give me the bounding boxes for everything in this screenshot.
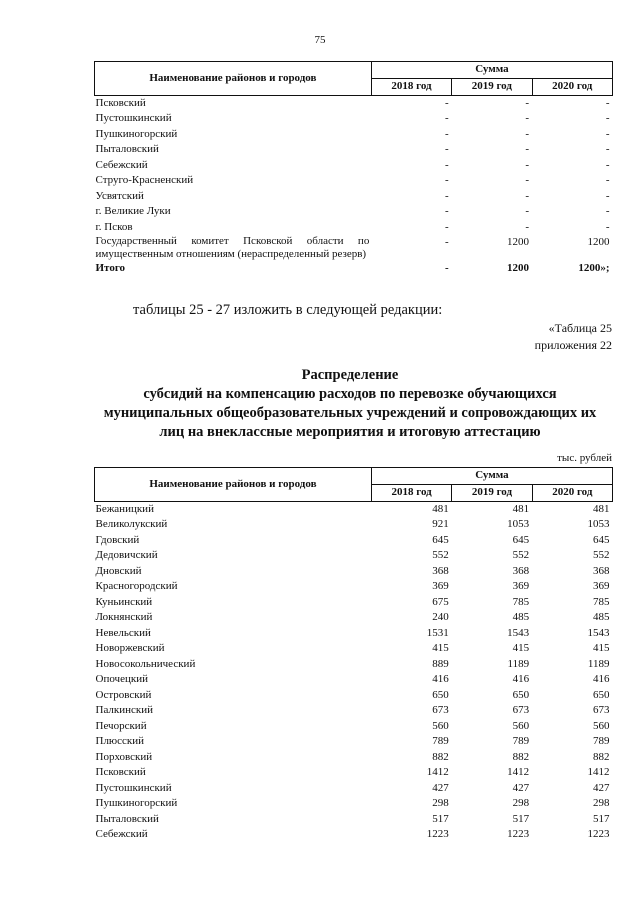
value-2019: 416 <box>512 673 530 685</box>
column-header-2020: 2020 год <box>532 484 612 501</box>
value-2019: 789 <box>512 735 530 747</box>
district-name: Пушкиногорский <box>95 797 178 809</box>
committee-2018: - <box>444 236 449 248</box>
table-row <box>95 158 613 174</box>
value-2020: - <box>605 158 610 171</box>
district-name: Пустошкинский <box>95 112 172 124</box>
total-label: Итого <box>95 262 126 274</box>
value-2020: 560 <box>593 719 610 732</box>
value-2018: 645 <box>432 533 449 546</box>
value-2019: 517 <box>512 812 530 825</box>
value-2020: 485 <box>593 611 610 623</box>
value-2019: - <box>525 220 529 233</box>
value-2018: 1531 <box>426 626 449 639</box>
district-name: Порховский <box>95 750 153 763</box>
value-2019: 560 <box>512 719 530 732</box>
heading-line1: Распределение <box>301 367 399 383</box>
value-2019: - <box>525 96 529 109</box>
table-row <box>95 765 613 781</box>
column-header-2018: 2018 год <box>371 484 451 501</box>
value-2018: 427 <box>432 781 449 794</box>
value-2018: 298 <box>432 797 449 809</box>
value-2020: - <box>605 205 610 217</box>
heading-line4: лиц на внеклассные мероприятия и итоговую аттестацию <box>159 424 541 440</box>
district-name: Дедовичский <box>95 549 158 561</box>
value-2018: 240 <box>432 611 449 623</box>
value-2020: 427 <box>593 781 610 794</box>
table-row <box>95 781 613 797</box>
table-row <box>95 501 613 517</box>
value-2019: - <box>525 205 529 217</box>
column-header-2019: 2019 год <box>452 484 532 501</box>
value-2018: 650 <box>432 688 449 701</box>
value-2020: 416 <box>593 673 610 685</box>
value-2019: 1053 <box>507 518 530 530</box>
subsidy-table <box>94 467 613 843</box>
district-name: Усвятский <box>95 189 144 202</box>
table-row <box>95 827 613 843</box>
district-name: Локнянский <box>95 611 153 623</box>
value-2018: 415 <box>432 642 449 654</box>
value-2018: 1223 <box>426 828 449 840</box>
column-header-2018: 2018 год <box>371 78 451 95</box>
district-name: Себежский <box>95 158 148 171</box>
value-2020: 481 <box>593 502 610 515</box>
district-name: Новоржевский <box>95 642 165 654</box>
value-2020: 517 <box>593 812 610 825</box>
committee-2020: 1200 <box>587 236 610 248</box>
value-2019: 415 <box>512 642 530 654</box>
value-2018: 416 <box>432 673 449 685</box>
value-2018: 789 <box>432 735 449 747</box>
value-2018: - <box>444 220 449 233</box>
district-name: Великолукский <box>95 518 168 530</box>
value-2018: - <box>444 143 449 155</box>
page-number: 75 <box>314 34 326 46</box>
value-2018: - <box>444 158 449 171</box>
table-row <box>95 533 613 549</box>
table-row <box>95 750 613 766</box>
table-row <box>95 111 613 127</box>
value-2018: - <box>444 174 449 186</box>
column-header-name: Наименование районов и городов <box>95 62 372 96</box>
value-2018: 481 <box>432 502 449 515</box>
district-name: Плюсский <box>95 735 145 747</box>
value-2020: 1223 <box>587 828 610 840</box>
value-2020: 785 <box>593 595 610 608</box>
continuation-table-body <box>95 95 613 235</box>
subsidy-table-body <box>95 501 613 843</box>
district-name: Гдовский <box>95 533 140 546</box>
table-row <box>95 564 613 580</box>
column-header-sum: Сумма <box>371 62 612 79</box>
value-2019: 481 <box>512 502 530 515</box>
value-2020: - <box>605 143 610 155</box>
value-2018: 552 <box>432 549 449 561</box>
value-2018: 921 <box>432 518 449 530</box>
table-row <box>95 142 613 158</box>
total-2018: - <box>444 262 449 274</box>
value-2020: 369 <box>593 580 610 592</box>
table-row <box>95 626 613 642</box>
district-name: Бежаницкий <box>95 502 154 515</box>
value-2019: 552 <box>512 549 530 561</box>
table-row <box>95 610 613 626</box>
value-2019: 882 <box>512 750 530 763</box>
total-row <box>95 261 613 277</box>
value-2019: - <box>525 127 529 140</box>
value-2018: - <box>444 96 449 109</box>
table-row <box>95 579 613 595</box>
value-2019: 427 <box>512 781 530 794</box>
value-2018: 882 <box>432 750 449 763</box>
value-2020: 673 <box>593 704 610 716</box>
district-name: Дновский <box>95 564 142 577</box>
table-row <box>95 127 613 143</box>
value-2019: 1412 <box>507 766 530 778</box>
value-2019: 650 <box>512 688 530 701</box>
column-header-2020: 2020 год <box>532 78 613 95</box>
table-row <box>95 672 613 688</box>
value-2020: - <box>605 127 610 140</box>
value-2020: 415 <box>593 642 610 654</box>
committee-name: Государственный комитет Псковской области по имущественным отношениям (нераспределенный резерв) <box>95 235 370 260</box>
value-2019: - <box>525 174 529 186</box>
value-2018: 517 <box>432 812 449 825</box>
district-name: г. Псков <box>95 220 133 233</box>
value-2019: 368 <box>512 564 530 577</box>
total-2019: 1200 <box>507 262 529 274</box>
column-header-2019: 2019 год <box>452 78 532 95</box>
value-2018: 560 <box>432 719 449 732</box>
district-name: Пыталовский <box>95 812 159 825</box>
table-row <box>95 734 613 750</box>
value-2020: 1543 <box>587 626 610 639</box>
district-name: Новосокольнический <box>95 657 196 670</box>
value-2019: 1543 <box>507 626 530 639</box>
table-row <box>95 595 613 611</box>
table-row <box>95 517 613 533</box>
table-row <box>95 719 613 735</box>
district-name: Пустошкинский <box>95 781 172 794</box>
value-2019: - <box>525 112 529 124</box>
value-2019: 645 <box>512 533 530 546</box>
committee-row <box>95 235 613 261</box>
continuation-table <box>94 61 613 277</box>
district-name: Красногородский <box>95 580 178 592</box>
table-reference-line1: «Таблица 25 <box>548 321 612 335</box>
total-2020: 1200»; <box>578 262 610 274</box>
section-heading <box>60 366 640 442</box>
value-2019: 673 <box>512 704 530 716</box>
value-2018: - <box>444 112 449 124</box>
district-name: Струго-Красненский <box>95 174 194 186</box>
value-2019: - <box>525 143 529 155</box>
value-2020: 650 <box>593 688 610 701</box>
table-row <box>95 95 613 111</box>
column-header-sum: Сумма <box>371 468 612 485</box>
district-name: Себежский <box>95 828 148 840</box>
table-reference <box>535 320 612 354</box>
district-name: Куньинский <box>95 595 153 608</box>
value-2018: 369 <box>432 580 449 592</box>
value-2019: 369 <box>512 580 530 592</box>
column-header-name: Наименование районов и городов <box>95 468 372 502</box>
table-row <box>95 812 613 828</box>
table-row <box>95 688 613 704</box>
value-2020: - <box>605 174 610 186</box>
value-2018: 675 <box>432 595 449 608</box>
table-reference-line2: приложения 22 <box>534 338 612 352</box>
value-2020: 552 <box>593 549 610 561</box>
value-2020: 368 <box>593 564 610 577</box>
district-name: г. Великие Луки <box>95 205 171 217</box>
value-2020: - <box>605 112 610 124</box>
value-2020: 1412 <box>587 766 610 778</box>
value-2020: 1053 <box>587 518 610 530</box>
table-row <box>95 173 613 189</box>
table-row <box>95 703 613 719</box>
value-2019: 298 <box>512 797 530 809</box>
value-2018: 1412 <box>426 766 449 778</box>
table-row <box>95 220 613 236</box>
district-name: Псковский <box>95 766 146 778</box>
value-2018: 673 <box>432 704 449 716</box>
unit-label: тыс. рублей <box>557 452 612 464</box>
table-row <box>95 796 613 812</box>
value-2018: - <box>444 205 449 217</box>
district-name: Невельский <box>95 626 151 639</box>
value-2018: - <box>444 127 449 140</box>
district-name: Опочецкий <box>95 673 148 685</box>
district-name: Островский <box>95 688 152 701</box>
table-row <box>95 548 613 564</box>
value-2020: 882 <box>593 750 610 763</box>
district-name: Печорский <box>95 719 147 732</box>
table-row <box>95 189 613 205</box>
value-2020: - <box>605 189 610 202</box>
table-row <box>95 657 613 673</box>
value-2020: - <box>605 220 610 233</box>
district-name: Псковский <box>95 96 146 109</box>
value-2019: 485 <box>512 611 530 623</box>
value-2018: 368 <box>432 564 449 577</box>
value-2020: 298 <box>593 797 610 809</box>
value-2019: 785 <box>512 595 530 608</box>
value-2019: - <box>525 158 529 171</box>
value-2020: 789 <box>593 735 610 747</box>
value-2019: - <box>525 189 529 202</box>
district-name: Палкинский <box>95 704 154 716</box>
table-row <box>95 641 613 657</box>
value-2018: 889 <box>432 657 449 670</box>
district-name: Пыталовский <box>95 143 159 155</box>
value-2020: 1189 <box>587 657 610 670</box>
value-2019: 1223 <box>507 828 530 840</box>
heading-line2: субсидий на компенсацию расходов по перевозке обучающихся <box>143 386 557 402</box>
table-row <box>95 204 613 220</box>
value-2020: 645 <box>593 533 610 546</box>
heading-line3: муниципальных общеобразовательных учреждений и сопровождающих их <box>103 405 597 421</box>
district-name: Пушкиногорский <box>95 127 178 140</box>
committee-2019: 1200 <box>507 236 529 248</box>
value-2018: - <box>444 189 449 202</box>
value-2020: - <box>605 96 610 109</box>
instruction-text: таблицы 25 - 27 изложить в следующей редакции: <box>133 302 443 318</box>
value-2019: 1189 <box>507 657 530 670</box>
